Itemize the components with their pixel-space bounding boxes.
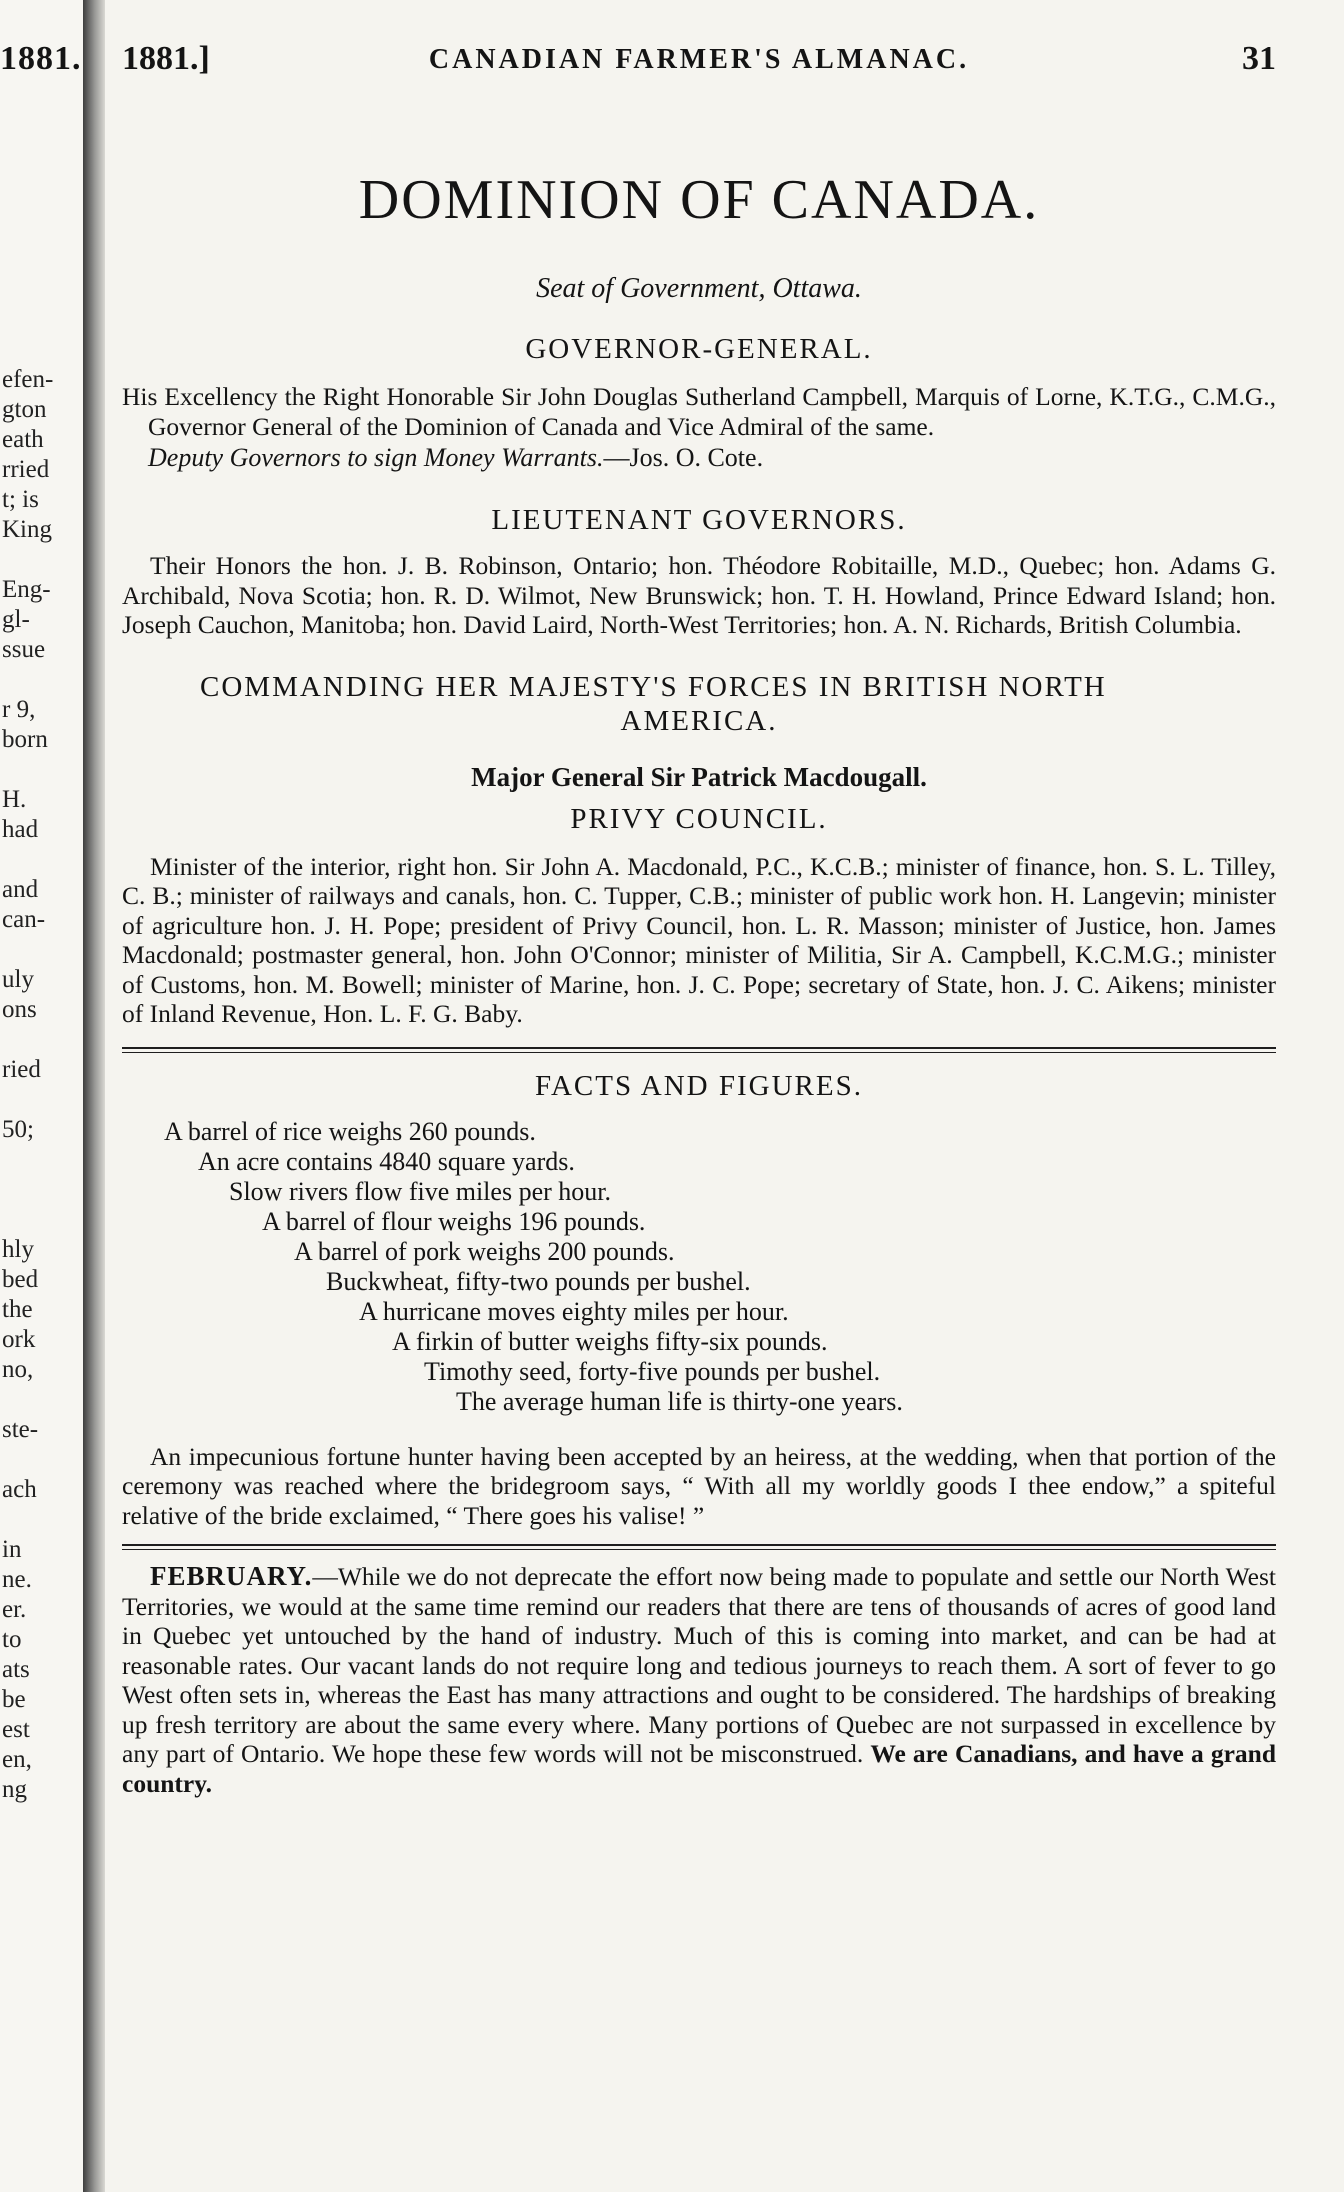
running-head: [122, 40, 1276, 90]
facing-page-fragment: ng: [2, 1776, 27, 1803]
facing-page-fragment: the: [2, 1296, 33, 1323]
section-rule-2: [122, 1544, 1276, 1550]
facing-page-fragment: ste-: [2, 1416, 39, 1443]
facing-page-fragment: H.: [2, 786, 27, 813]
facing-page-fragment: ons: [2, 996, 37, 1023]
facing-page-fragment: to: [2, 1626, 22, 1653]
fact-line: Timothy seed, forty-five pounds per bushel.: [424, 1356, 881, 1386]
facing-page-fragment: en,: [2, 1746, 32, 1773]
facing-page-fragment: [2, 1445, 83, 1475]
facing-page-fragment: ried: [2, 1056, 41, 1083]
deputy-governor-name: —Jos. O. Cote.: [603, 443, 764, 472]
facing-page-fragment: gton: [2, 396, 47, 423]
facing-page-fragment: ssue: [2, 636, 46, 663]
privy-council-text: Minister of the interior, right hon. Sir John A. Macdonald, P.C., K.C.B.; minister of finance, hon. S. L. Tilley, C. B.; minister of railways and canals, hon. C. Tupper, C.B.; minister of public work hon. H. Langevin; minister of agriculture hon. J. H. Pope; president of Privy Council, hon. L. R. Masson; minister of Justice, hon. James Macdonald; postmaster general, hon. John O'Connor; minister of Militia, Sir A. Campbell, K.C.M.G.; minister of Customs, hon. M. Bowell; minister of Marine, hon. J. C. Pope; secretary of State, hon. J. C. Aikens; minister of Inland Revenue, Hon. L. F. G. Baby.: [122, 851, 1276, 1028]
facing-page-fragment: [2, 935, 83, 965]
facing-page-fragment: t; is: [2, 486, 39, 513]
running-head-title: CANADIAN FARMER'S ALMANAC.: [428, 44, 970, 75]
facing-page-fragment: [2, 1505, 83, 1535]
facing-page-fragment: gl-: [2, 606, 30, 633]
deputy-governors-line: [122, 443, 1276, 473]
facing-page-fragment: est: [2, 1716, 30, 1743]
fact-line: Slow rivers flow five miles per hour.: [229, 1176, 611, 1206]
facing-page-fragment: be: [2, 1686, 26, 1713]
facts-heading: FACTS AND FIGURES.: [535, 1069, 863, 1102]
fact-line: A hurricane moves eighty miles per hour.: [359, 1296, 789, 1326]
facing-page-fragment: [2, 755, 83, 785]
privy-council-heading: PRIVY COUNCIL.: [570, 802, 828, 835]
book-gutter: [83, 0, 105, 2192]
facing-page-fragment: ne.: [2, 1566, 32, 1593]
february-paragraph: [122, 1562, 1276, 1798]
facing-page-fragment: no,: [2, 1356, 34, 1383]
running-head-year: 1881.]: [122, 40, 210, 77]
fact-line: Buckwheat, fifty-two pounds per bushel.: [326, 1266, 751, 1296]
february-closing: We are Canadians, and have a grand country.: [122, 1739, 1276, 1798]
forces-commander: Major General Sir Patrick Macdougall.: [471, 761, 927, 792]
facing-page-fragment: bed: [2, 1266, 39, 1293]
deputy-governors-label: Deputy Governors to sign Money Warrants.: [148, 443, 604, 472]
fact-line: An acre contains 4840 square yards.: [198, 1146, 575, 1176]
facing-page-fragment: 50;: [2, 1116, 34, 1143]
facing-page-year: 1881.: [0, 40, 82, 77]
seat-of-government: Seat of Government, Ottawa.: [536, 273, 862, 304]
facing-page-edge: [0, 0, 83, 2192]
facing-page-fragment: [2, 1025, 83, 1055]
page-title: DOMINION OF CANADA.: [358, 169, 1040, 231]
governor-general-heading: GOVERNOR-GENERAL.: [525, 333, 873, 365]
section-rule-1: [122, 1047, 1276, 1053]
lieutenant-governors-heading: LIEUTENANT GOVERNORS.: [491, 504, 907, 536]
facing-page-fragment: efen-: [2, 366, 54, 393]
forces-heading-line1: COMMANDING HER MAJESTY'S FORCES IN BRITISH NORTH: [200, 670, 1107, 703]
facing-page-fragment: hly: [2, 1236, 34, 1263]
fact-line: A barrel of pork weighs 200 pounds.: [294, 1236, 675, 1266]
facing-page-fragment: [2, 1145, 83, 1175]
facing-page-fragment: and: [2, 876, 39, 903]
anecdote-text: An impecunious fortune hunter having been accepted by an heiress, at the wedding, when that portion of the ceremony was reached where the bridegroom says, “ With all my worldly goods I thee endow,” a spiteful relative of the bride exclaimed, “ There goes his valise! ”: [122, 1441, 1276, 1530]
facing-page-fragment: [2, 1385, 83, 1415]
governor-general-text: His Excellency the Right Honorable Sir John Douglas Sutherland Campbell, Marquis of Lorne, K.T.G., C.M.G., Governor General of the Dominion of Canada and Vice Admiral of the same.: [122, 382, 1276, 441]
facing-page-fragment: [2, 1085, 83, 1115]
facing-page-fragment: eath: [2, 426, 44, 453]
facing-page-fragment: rried: [2, 456, 50, 483]
forces-heading-line2: AMERICA.: [620, 704, 778, 737]
facing-page-fragment: [2, 545, 83, 575]
facing-page-fragment: er.: [2, 1596, 27, 1623]
facing-page-fragment: [2, 665, 83, 695]
facing-page-fragment: had: [2, 816, 39, 843]
facing-page-fragment: uly: [2, 966, 34, 993]
fact-line: A firkin of butter weighs fifty-six pounds.: [392, 1326, 828, 1356]
facing-page-fragment: ach: [2, 1476, 37, 1503]
facing-page-fragment: Eng-: [2, 576, 51, 603]
facing-page-fragment: ats: [2, 1656, 30, 1683]
facts-list: [122, 1117, 1276, 1442]
facing-page-fragment: [2, 1205, 83, 1235]
facing-page-fragment: r 9,: [2, 696, 36, 723]
lieutenant-governors-text: Their Honors the hon. J. B. Robinson, Ontario; hon. Théodore Robitaille, M.D., Quebec; hon. Adams G. Archibald, Nova Scotia; hon. R. D. Wilmot, New Brunswick; hon. T. H. Howland, Prince Edward Island; hon. Joseph Cauchon, Manitoba; hon. David Laird, North-West Territories; hon. A. N. Richards, British Columbia.: [122, 551, 1276, 639]
facing-page-fragment: ork: [2, 1326, 36, 1353]
almanac-page: [122, 40, 1276, 2170]
fact-line: The average human life is thirty-one years.: [456, 1386, 903, 1416]
fact-line: A barrel of rice weighs 260 pounds.: [164, 1116, 536, 1146]
facing-page-fragment: in: [2, 1536, 22, 1563]
facing-page-fragment: born: [2, 726, 48, 753]
february-text: —While we do not deprecate the effort now being made to populate and settle our North West Territories, we would at the same time remind our readers that there are tens of thousands of acres of good land in Quebec yet untouched by the hand of industry. Much of this is coming into market, and can be had at reasonable rates. Our vacant lands do not require long and tedious journeys to reach them. A sort of fever to go West often sets in, whereas the East has many attractions and ought to be considered. The hardships of breaking up fresh territory are about the same every where. Many portions of Quebec are not surpassed in excellence by any part of Ontario. We hope these few words will not be misconstrued.: [122, 1562, 1276, 1768]
page-number: 31: [1242, 40, 1276, 77]
facing-page-fragment: [2, 845, 83, 875]
facing-page-fragment: can-: [2, 906, 46, 933]
february-label: FEBRUARY.: [150, 1561, 313, 1591]
fact-line: A barrel of flour weighs 196 pounds.: [262, 1206, 646, 1236]
facing-page-fragment: [2, 1175, 83, 1205]
facing-page-text-fragments: [2, 365, 83, 1805]
facing-page-fragment: King: [2, 516, 52, 543]
